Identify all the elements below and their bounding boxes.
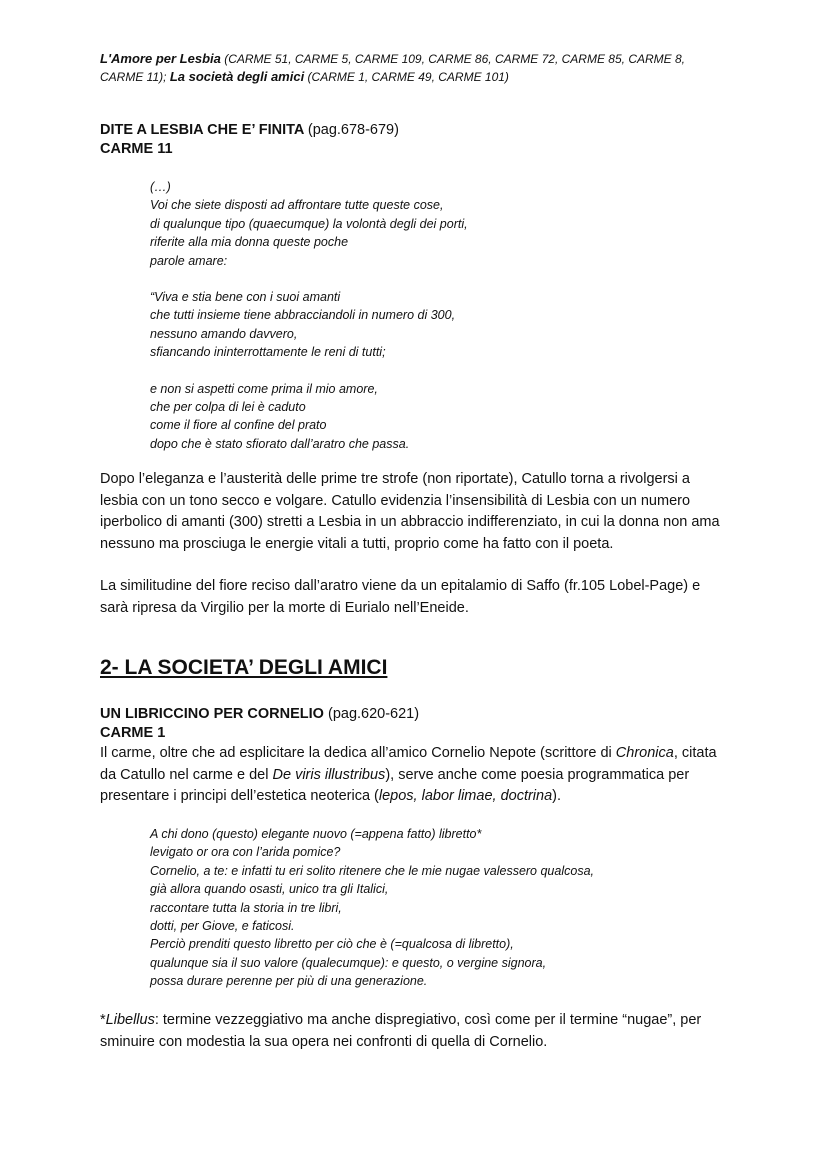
amici-title: La società degli amici — [169, 69, 305, 84]
section1-carme: CARME 11 — [100, 141, 173, 157]
libellus-footnote — [100, 1010, 728, 1053]
intro-text-2: , citata da Catullo nel carme e del — [100, 745, 717, 783]
intro-text-3: ), serve anche come poesia programmatica per presentare i principi dell’estetica neoterica ( — [100, 766, 690, 804]
intro-de-viris: De viris illustribus — [272, 766, 386, 783]
poem-line: (…) — [150, 180, 171, 194]
section2-subheading — [100, 705, 419, 724]
poem-line: già allora quando osasti, unico tra gli Italici, — [150, 882, 389, 897]
intro-principles: lepos, labor limae, doctrina — [378, 788, 553, 804]
poem-line: levigato or ora con l’arida pomice? — [150, 845, 341, 860]
section2-intro — [100, 743, 728, 808]
poem-line: Cornelio, a te: e infatti tu eri solito ritenere che le mie nugae valessero qualcosa, — [150, 863, 594, 878]
poem-line: che tutti insieme tiene abbracciandoli in numero di 300, — [150, 308, 456, 323]
poem-line: come il fiore al confine del prato — [150, 418, 327, 433]
poem-line: “Viva e stia bene con i suoi amanti — [150, 290, 341, 305]
section1-title: DITE A LESBIA CHE E’ FINITA — [100, 122, 304, 138]
section1-simile-note: La similitudine del fiore reciso dall’aratro viene da un epitalamio di Saffo (fr.105 Lobel-Page) e sarà ripresa da Virgilio per la morte di Eurialo nell’Eneide. — [100, 578, 701, 616]
poem-line: Voi che siete disposti ad affrontare tutte queste cose, — [150, 198, 444, 213]
section2-title: UN LIBRICCINO PER CORNELIO — [100, 706, 324, 722]
poem-line: di qualunque tipo (quaecumque) la volontà degli dei porti, — [150, 216, 468, 231]
footnote-star: * — [100, 1012, 106, 1028]
poem-line: A chi dono (questo) elegante nuovo (=appena fatto) libretto* — [150, 827, 482, 841]
poem-line: sfiancando ininterrottamente le reni di tutti; — [150, 345, 386, 360]
header-summary — [100, 50, 728, 86]
poem-line: parole amare: — [150, 253, 228, 268]
lesbia-title: L'Amore per Lesbia — [100, 51, 221, 66]
section1-commentary: Dopo l’eleganza e l’austerità delle prime tre strofe (non riportate), Catullo torna a rivolgersi a lesbia con un tono secco e volgare. Catullo evidenzia l’insensibilità di Lesbia con un numero iperbolico di amanti (300) stretti a Lesbia in un abbraccio indifferenziato, in cui la donna non ama nessuno ma prosciuga le energie vitali a tutti, proprio come ha fatto con il poeta. — [100, 471, 720, 552]
carme-1-poem — [150, 825, 594, 991]
carme-11-poem — [150, 178, 468, 471]
poem-line: che per colpa di lei è caduto — [150, 400, 306, 415]
poem-line: Perciò prenditi questo libretto per ciò che è (=qualcosa di libretto), — [150, 937, 514, 952]
poem-stanza — [150, 178, 468, 270]
poem-stanza — [150, 380, 468, 454]
poem-line: possa durare perenne per più di una generazione. — [150, 974, 428, 989]
lesbia-carmi-list: (CARME 51, CARME 5, CARME 109, CARME 86, CARME 72, CARME 85, CARME 8, CARME 11); — [100, 52, 685, 84]
intro-text-1: Il carme, oltre che ad esplicitare la dedica all’amico Cornelio Nepote (scrittore di — [100, 745, 616, 761]
poem-line: qualunque sia il suo valore (qualecumque): e questo, o vergine signora, — [150, 955, 547, 970]
section1-heading — [100, 121, 399, 140]
poem-stanza — [150, 288, 468, 362]
poem-line: nessuno amando davvero, — [150, 326, 298, 341]
poem-line: dopo che è stato sfiorato dall’aratro che passa. — [150, 436, 410, 451]
amici-carmi-list: (CARME 1, CARME 49, CARME 101) — [307, 70, 509, 84]
footnote-text: : termine vezzeggiativo ma anche dispregiativo, così come per il termine “nugae”, per sminuire con modestia la sua opera nei confronti di quella di Cornelio. — [100, 1012, 702, 1050]
intro-chronica: Chronica — [615, 745, 674, 761]
poem-line: riferite alla mia donna queste poche — [150, 235, 349, 250]
section2-heading: 2- LA SOCIETA’ DEGLI AMICI — [100, 656, 388, 679]
section1-ref: (pag.678-679) — [307, 122, 399, 138]
section2-ref: (pag.620-621) — [327, 706, 420, 722]
poem-line: e non si aspetti come prima il mio amore, — [150, 381, 378, 396]
section2-carme: CARME 1 — [100, 725, 166, 741]
poem-line: dotti, per Giove, e faticosi. — [150, 919, 295, 934]
footnote-term: Libellus — [105, 1012, 155, 1028]
poem-line: raccontare tutta la storia in tre libri, — [150, 900, 342, 915]
intro-text-4: ). — [552, 788, 562, 804]
